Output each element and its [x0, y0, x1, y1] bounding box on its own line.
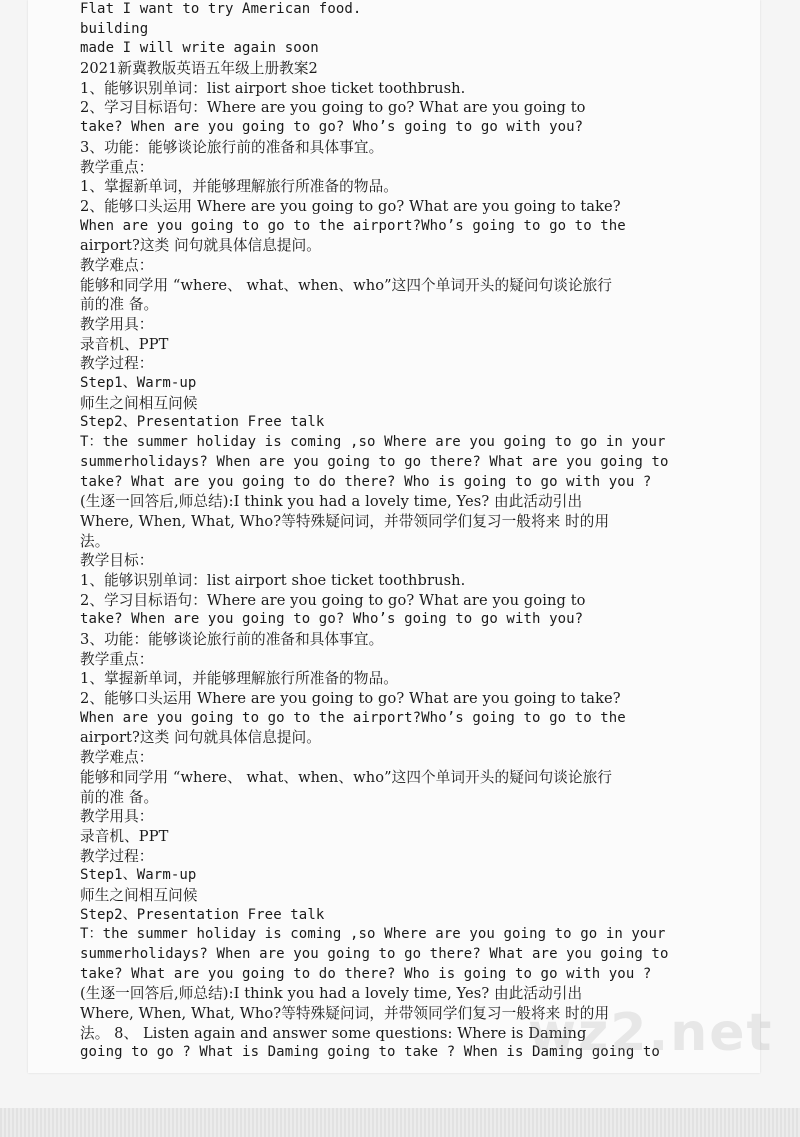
- text-line: going to go ? What is Daming going to take ? When is Daming going to: [80, 1044, 660, 1061]
- text-line: Step2、Presentation Free talk: [80, 906, 325, 923]
- text-line: 能够和同学用 “where、 what、when、who”这四个单词开头的疑问句谈论旅行: [80, 768, 613, 786]
- text-line: take? What are you going to do there? Who is going to go with you ?: [80, 965, 652, 982]
- text-line: (生逐一回答后,师总结):I think you had a lovely time, Yes? 由此活动引出: [80, 985, 583, 1003]
- text-line: 法。: [80, 532, 110, 550]
- text-line: 录音机、PPT: [80, 335, 169, 353]
- section-heading: 教学目标：: [80, 552, 154, 570]
- text-line: Step1、Warm-up: [80, 867, 197, 884]
- text-line: made I will write again soon: [80, 40, 319, 57]
- section-heading: 教学重点：: [80, 158, 154, 176]
- watermark: wz2.net: [528, 1003, 774, 1063]
- text-line: take? What are you going to do there? Who is going to go with you ?: [80, 473, 652, 490]
- text-line: 2、学习目标语句：Where are you going to go? What are you going to: [80, 99, 586, 117]
- text-line: (生逐一回答后,师总结):I think you had a lovely time, Yes? 由此活动引出: [80, 493, 583, 511]
- text-line: 前的准 备。: [80, 296, 159, 314]
- text-line: 2、能够口头运用 Where are you going to go? What are you going to take?: [80, 690, 621, 708]
- section-heading: 教学重点：: [80, 650, 154, 668]
- text-line: take? When are you going to go? Who’s going to go with you?: [80, 119, 584, 136]
- bottom-bar: [0, 1108, 800, 1137]
- text-line: airport?这类 问句就具体信息提问。: [80, 237, 322, 255]
- text-line: 师生之间相互问候: [80, 394, 198, 412]
- text-line: 1、能够识别单词：list airport shoe ticket toothbrush.: [80, 79, 466, 97]
- text-line: summerholidays? When are you going to go there? What are you going to: [80, 453, 669, 470]
- text-line: take? When are you going to go? Who’s going to go with you?: [80, 611, 584, 628]
- text-line: Where, When, What, Who?等特殊疑问词，并带领同学们复习一般将来 时的用: [80, 512, 610, 530]
- text-line: 录音机、PPT: [80, 827, 169, 845]
- text-line: 前的准 备。: [80, 788, 159, 806]
- text-line: summerholidays? When are you going to go there? What are you going to: [80, 946, 669, 962]
- section-heading: 教学过程：: [80, 355, 154, 373]
- document-body: [80, 0, 760, 1063]
- section-heading: 教学用具：: [80, 316, 154, 333]
- document-title: 2021新冀教版英语五年级上册教案2: [80, 60, 318, 78]
- text-line: T：the summer holiday is coming ,so Where are you going to go in your: [80, 926, 666, 943]
- text-line: T：the summer holiday is coming ,so Where are you going to go in your: [80, 434, 666, 451]
- text-line: Flat I want to try American food.: [80, 1, 362, 17]
- text-line: Step1、Warm-up: [80, 375, 197, 392]
- text-line: 能够和同学用 “where、 what、when、who”这四个单词开头的疑问句谈论旅行: [80, 276, 613, 294]
- text-line: 2、能够口头运用 Where are you going to go? What are you going to take?: [80, 197, 621, 215]
- text-line: Where, When, What, Who?等特殊疑问词，并带领同学们复习一般将来 时的用: [80, 1005, 610, 1023]
- text-line: building: [80, 20, 149, 37]
- text-line: 1、掌握新单词，并能够理解旅行所准备的物品。: [80, 178, 398, 196]
- text-line: 3、功能：能够谈论旅行前的准备和具体事宜。: [80, 631, 384, 648]
- section-heading: 教学难点：: [80, 256, 154, 274]
- text-line: 1、能够识别单词：list airport shoe ticket toothbrush.: [80, 571, 466, 589]
- text-line: airport?这类 问句就具体信息提问。: [80, 729, 322, 747]
- text-line: When are you going to go to the airport?Who’s going to go to the: [80, 709, 626, 726]
- text-line: 法。 8、 Listen again and answer some questions: Where is Daming: [80, 1024, 587, 1042]
- text-line: 2、学习目标语句：Where are you going to go? What are you going to: [80, 591, 586, 609]
- text-line: 师生之间相互问候: [80, 886, 198, 904]
- section-heading: 教学用具：: [80, 808, 154, 826]
- text-line: 1、掌握新单词，并能够理解旅行所准备的物品。: [80, 670, 398, 688]
- text-line: When are you going to go to the airport?Who’s going to go to the: [80, 217, 626, 234]
- section-heading: 教学难点：: [80, 749, 154, 767]
- text-line: Step2、Presentation Free talk: [80, 414, 325, 431]
- text-line: 3、功能：能够谈论旅行前的准备和具体事宜。: [80, 138, 384, 156]
- section-heading: 教学过程：: [80, 847, 154, 865]
